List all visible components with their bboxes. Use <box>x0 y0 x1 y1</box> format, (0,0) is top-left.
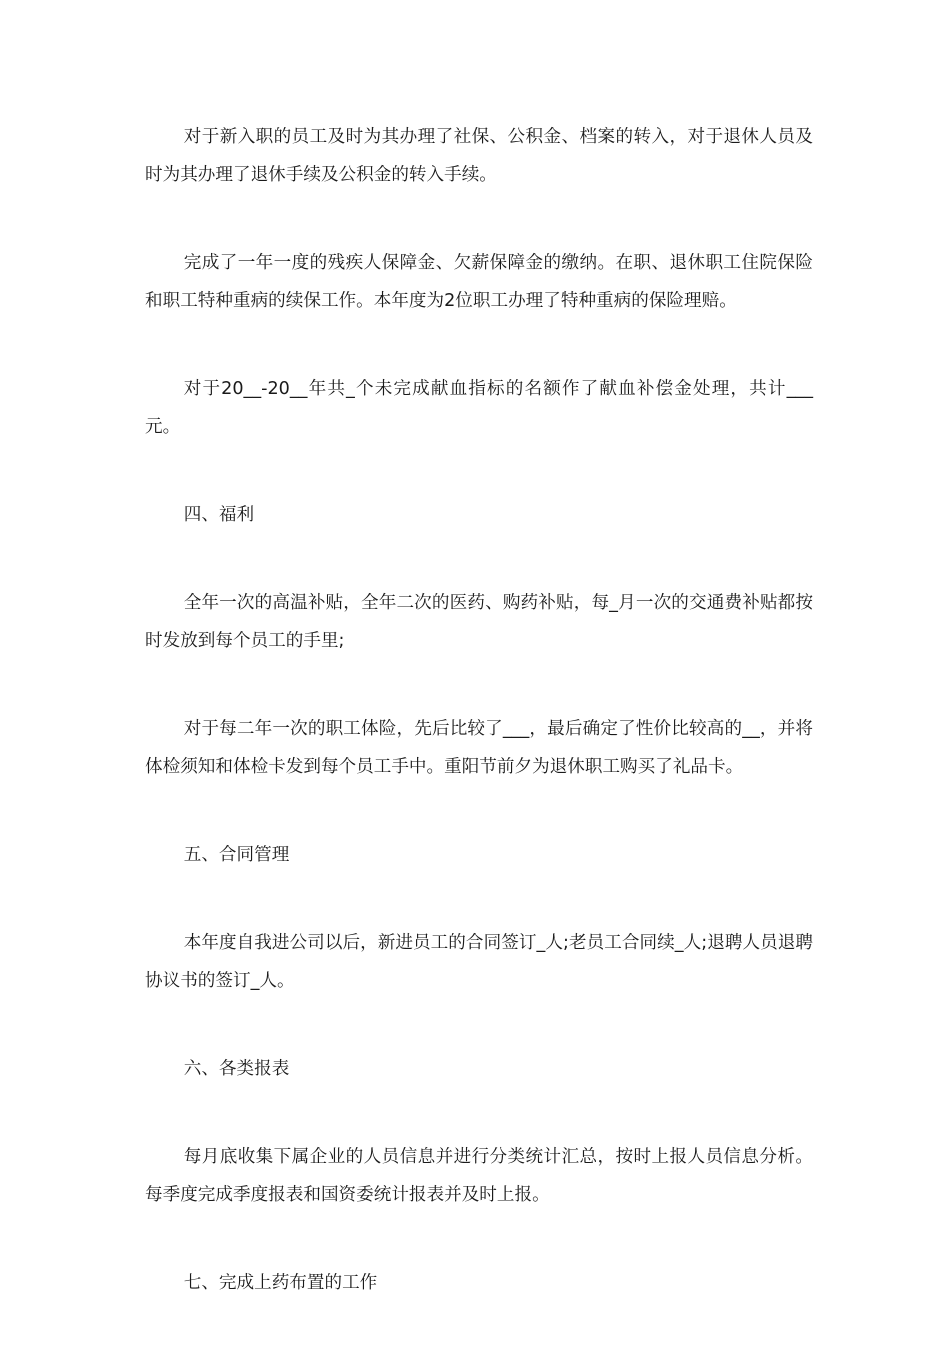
section-heading-welfare: 四、福利 <box>183 505 255 525</box>
paragraph-reports: 每月底收集下属企业的人员信息并进行分类统计汇总，按时上报人员信息分析。每季度完成季度报表和国资委统计报表并及时上报。 <box>145 1147 813 1205</box>
section-heading-assigned-work: 七、完成上药布置的工作 <box>183 1273 378 1293</box>
paragraph-social-insurance: 对于新入职的员工及时为其办理了社保、公积金、档案的转入，对于退休人员及时为其办理了退休手续及公积金的转入手续。 <box>145 127 813 185</box>
paragraph-blood-donation: 对于20__-20__年共_个未完成献血指标的名额作了献血补偿金处理，共计___元。 <box>145 379 813 437</box>
document-body <box>145 118 813 1352</box>
paragraph-contract-signing: 本年度自我进公司以后，新进员工的合同签订_人;老员工合同续_人;退聘人员退聘协议书的签订_人。 <box>145 933 813 991</box>
section-heading-contract: 五、合同管理 <box>183 845 290 865</box>
paragraph-subsidies: 全年一次的高温补贴，全年二次的医药、购药补贴，每_月一次的交通费补贴都按时发放到每个员工的手里; <box>145 593 813 651</box>
paragraph-health-check: 对于每二年一次的职工体险，先后比较了___，最后确定了性价比较高的__，并将体检须知和体检卡发到每个员工手中。重阳节前夕为退休职工购买了礼品卡。 <box>145 719 813 777</box>
section-heading-reports: 六、各类报表 <box>183 1059 290 1079</box>
paragraph-disability-fund: 完成了一年一度的残疾人保障金、欠薪保障金的缴纳。在职、退休职工住院保险和职工特种重病的续保工作。本年度为2位职工办理了特种重病的保险理赔。 <box>145 253 813 311</box>
